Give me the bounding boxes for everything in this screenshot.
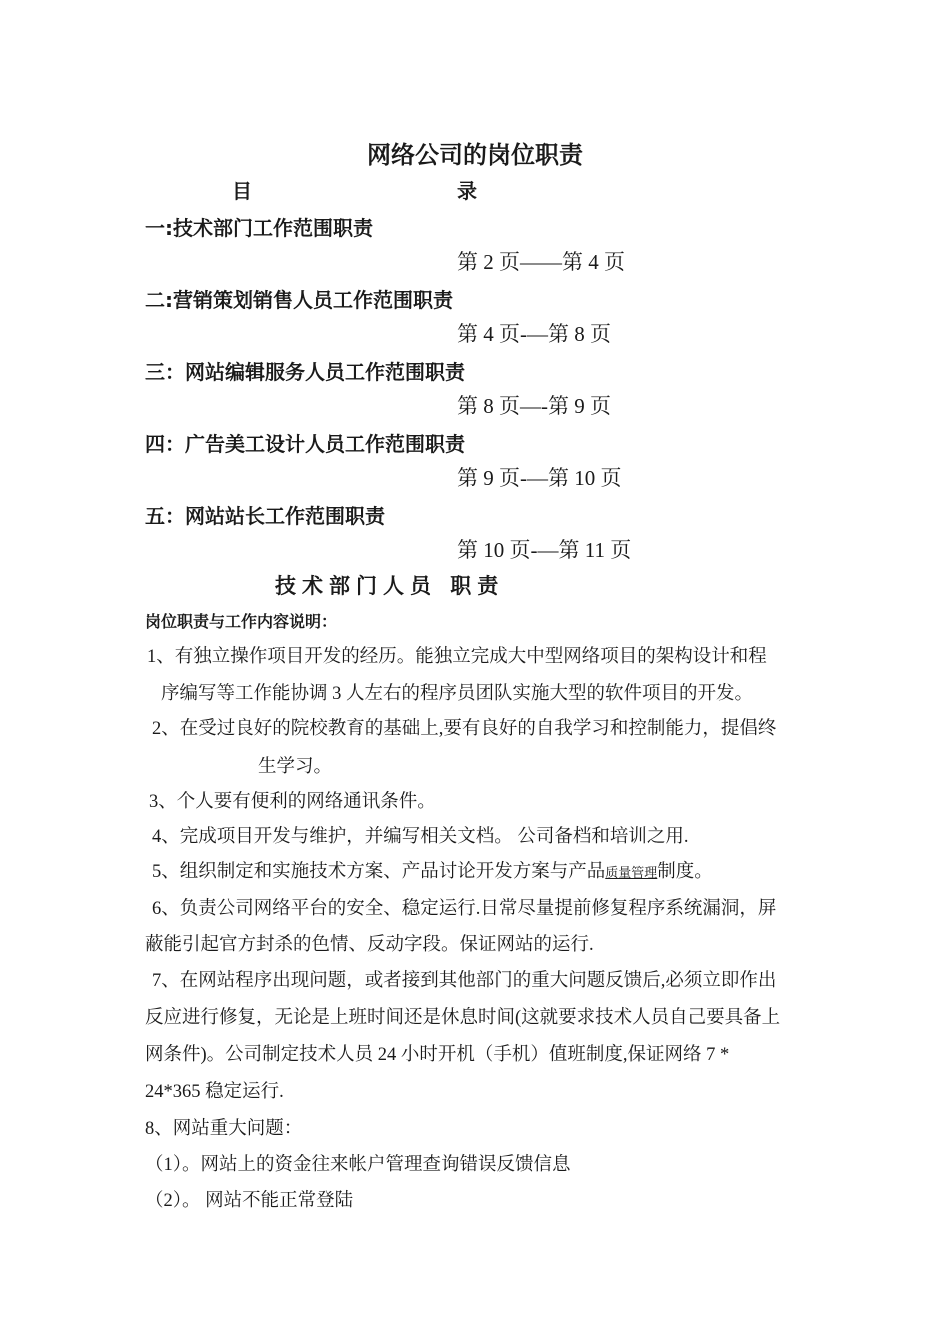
paragraph-8-item-1: （1）。网站上的资金往来帐户管理查询错误反馈信息 <box>145 1155 571 1175</box>
toc-item-5-pages: 第 10 页-—第 11 页 <box>457 538 632 562</box>
toc-item-1-label: 一:技术部门工作范围职责 <box>145 216 373 240</box>
paragraph-4: 4、完成项目开发与维护，并编写相关文档。 公司备档和培训之用. <box>152 827 689 847</box>
toc-item-3-label: 三：网站编辑服务人员工作范围职责 <box>145 360 465 384</box>
paragraph-8: 8、网站重大问题： <box>145 1119 303 1139</box>
toc-item-5-label: 五：网站站长工作范围职责 <box>145 504 385 528</box>
paragraph-1-line-2: 序编写等工作能协调 3 人左右的程序员团队实施大型的软件项目的开发。 <box>161 684 754 704</box>
paragraph-7-line-1: 7、在网站程序出现问题，或者接到其他部门的重大问题反馈后,必须立即作出 <box>152 971 777 991</box>
quality-management-link[interactable]: 质量管理 <box>605 865 658 880</box>
paragraph-6-line-1: 6、负责公司网络平台的安全、稳定运行.日常尽量提前修复程序系统漏洞，屏 <box>152 899 777 919</box>
paragraph-6-line-2: 蔽能引起官方封杀的色情、反动字段。保证网站的运行. <box>145 935 594 955</box>
paragraph-3: 3、个人要有便利的网络通讯条件。 <box>149 792 436 812</box>
paragraph-2-line-1: 2、在受过良好的院校教育的基础上,要有良好的自我学习和控制能力，提倡终 <box>152 719 777 739</box>
toc-item-3-pages: 第 8 页—-第 9 页 <box>457 394 611 418</box>
paragraph-7-line-2: 反应进行修复，无论是上班时间还是休息时间(这就要求技术人员自己要具备上 <box>145 1008 781 1028</box>
paragraph-2-line-2: 生学习。 <box>258 757 333 777</box>
paragraph-1-line-1: 1、有独立操作项目开发的经历。能独立完成大中型网络项目的架构设计和程 <box>147 647 767 667</box>
paragraph-5-text-b: 制度。 <box>657 862 713 882</box>
paragraph-8-item-2: （2）。 网站不能正常登陆 <box>145 1191 354 1211</box>
toc-label-left: 目 <box>232 179 252 203</box>
toc-item-4-pages: 第 9 页-—第 10 页 <box>457 466 622 490</box>
toc-label-right: 录 <box>457 179 477 203</box>
section-subhead: 岗位职责与工作内容说明： <box>145 612 338 631</box>
paragraph-5-text-a: 5、组织制定和实施技术方案、产品讨论开发方案与产品 <box>152 862 606 882</box>
section-title: 技术部门人员 职责 <box>275 574 505 598</box>
paragraph-7-line-4: 24*365 稳定运行. <box>145 1082 284 1102</box>
toc-item-4-label: 四：广告美工设计人员工作范围职责 <box>145 432 465 456</box>
paragraph-7-line-3: 网条件)。公司制定技术人员 24 小时开机（手机）值班制度,保证网络 7 * <box>145 1045 730 1065</box>
toc-item-1-pages: 第 2 页——第 4 页 <box>457 250 625 274</box>
toc-item-2-pages: 第 4 页-—第 8 页 <box>457 322 611 346</box>
document-title: 网络公司的岗位职责 <box>367 141 583 169</box>
paragraph-5 <box>152 857 713 883</box>
toc-item-2-label: 二:营销策划销售人员工作范围职责 <box>145 288 453 312</box>
